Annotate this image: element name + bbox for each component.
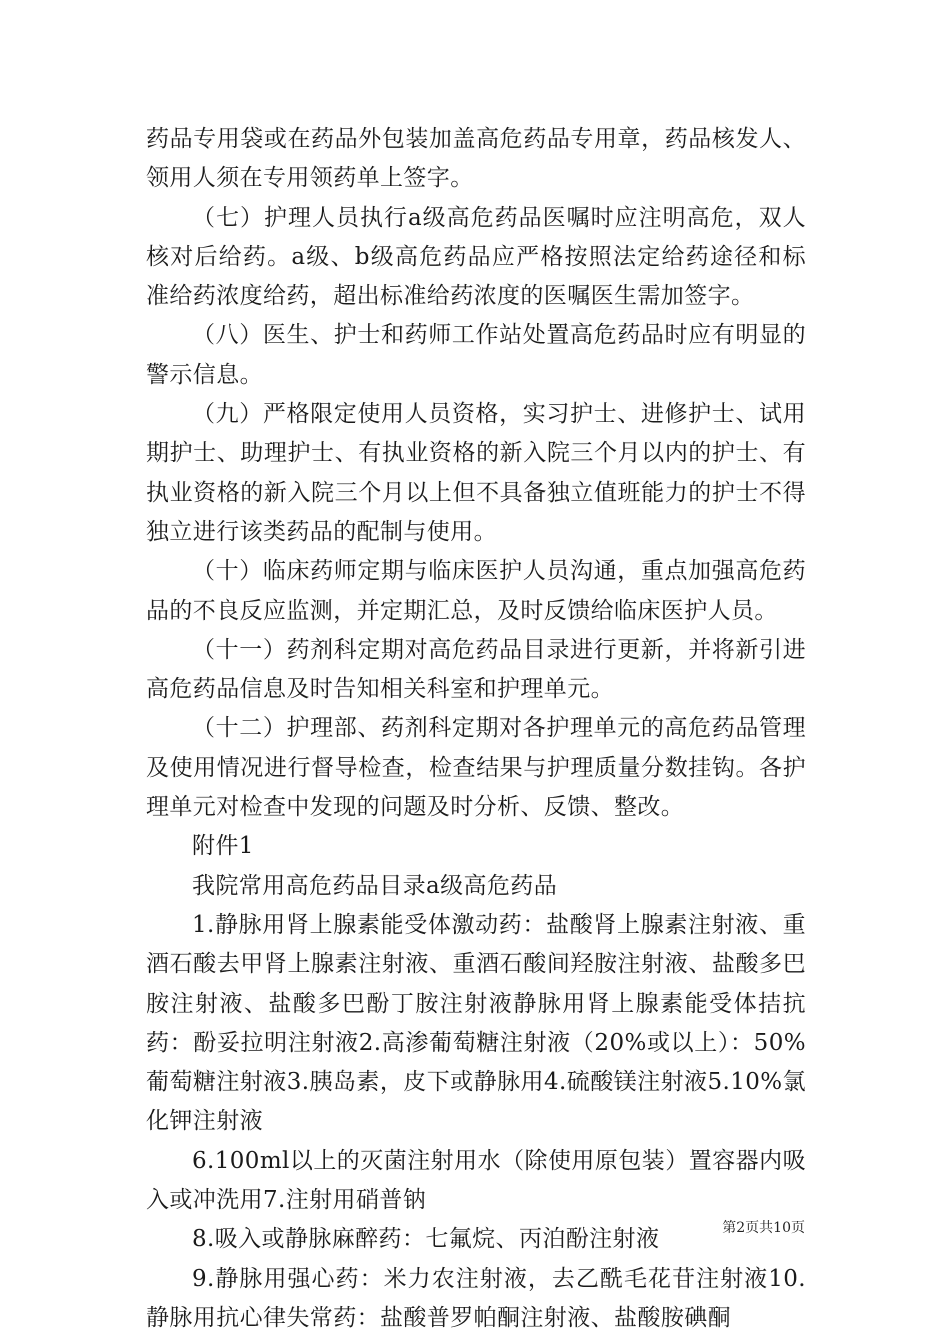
drug-list-9-10: 9.静脉用强心药：米力农注射液，去乙酰毛花苷注射液10.静脉用抗心律失常药：盐酸普罗帕酮注射液、盐酸胺碘酮 [146,1265,806,1331]
paragraph-item-12: （十二）护理部、药剂科定期对各护理单元的高危药品管理及使用情况进行督导检查，检查结果与护理质量分数挂钩。各护理单元对检查中发现的问题及时分析、反馈、整改。 [146,715,806,821]
paragraph-item-10: （十）临床药师定期与临床医护人员沟通，重点加强高危药品的不良反应监测，并定期汇总，及时反馈给临床医护人员。 [146,558,806,624]
drug-list-1-5: 1.静脉用肾上腺素能受体激动药：盐酸肾上腺素注射液、重酒石酸去甲肾上腺素注射液、重酒石酸间羟胺注射液、盐酸多巴胺注射液、盐酸多巴酚丁胺注射液静脉用肾上腺素能受体拮抗药：酚妥拉明注射液2.高渗葡萄糖注射液（20%或以上）：50%葡萄糖注射液3.胰岛素，皮下或静脉用4.硫酸镁注射液5.10%氯化钾注射液 [146,911,806,1135]
paragraph-item-11: （十一）药剂科定期对高危药品目录进行更新，并将新引进高危药品信息及时告知相关科室和护理单元。 [146,636,806,703]
paragraph-item-7: （七）护理人员执行a级高危药品医嘱时应注明高危，双人核对后给药。a级、b级高危药品应严格按照法定给药途径和标准给药浓度给药，超出标准给药浓度的医嘱医生需加签字。 [146,204,806,310]
attachment-title: 我院常用高危药品目录a级高危药品 [192,872,558,899]
paragraph-continuation: 药品专用袋或在药品外包装加盖高危药品专用章，药品核发人、领用人须在专用领药单上签字。 [146,126,806,192]
paragraph-item-8: （八）医生、护士和药师工作站处置高危药品时应有明显的警示信息。 [146,322,806,388]
document-body [146,120,806,1338]
drug-list-6-7: 6.100ml以上的灭菌注射用水（除使用原包装）置容器内吸入或冲洗用7.注射用硝普钠 [146,1147,806,1214]
drug-list-8: 8.吸入或静脉麻醉药：七氟烷、丙泊酚注射液 [192,1226,660,1253]
page-number: 第2页共10页 [722,1220,805,1236]
attachment-label: 附件1 [192,833,254,860]
paragraph-item-9: （九）严格限定使用人员资格，实习护士、进修护士、试用期护士、助理护士、有执业资格的新入院三个月以内的护士、有执业资格的新入院三个月以上但不具备独立值班能力的护士不得独立进行该类药品的配制与使用。 [146,401,806,545]
